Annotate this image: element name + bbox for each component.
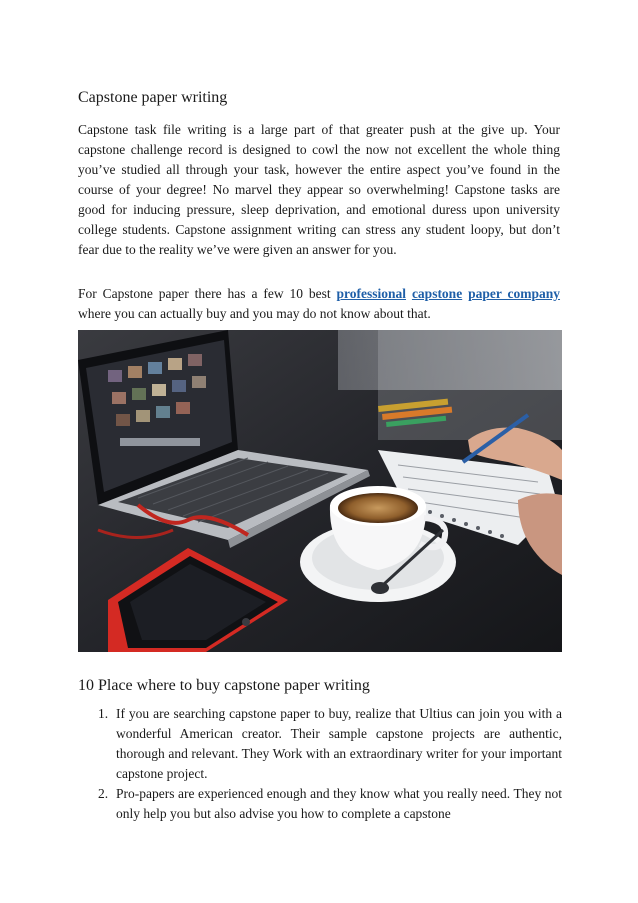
list-item-text: Pro-papers are experienced enough and they know what you really need. They not only help you but also advise you how to complete a capstone (116, 786, 562, 821)
workspace-photo-illustration (78, 330, 562, 652)
links-paragraph (78, 284, 560, 324)
section-title: Capstone paper writing (78, 89, 228, 106)
intro-paragraph: Capstone task file writing is a large part of that greater push at the give up. Your capstone challenge record is designed to cowl the now not excellent the whole thing you’ve studied all through your task, however the entire aspect you’ve found in the course of your degree! No marvel they appear so overwhelming! Capstone tasks are good for inducing pressure, sleep deprivation, and emotional duress upon university college students. Capstone assignment writing can stress any student loopy, but don’t fear due to the reality we’ve were given an answer for you. (78, 122, 560, 257)
list-item-text: If you are searching capstone paper to buy, realize that Ultius can join you with a wonderful American creator. Their sample capstone projects are authentic, thorough and relevant. They Work with an extraordinary writer for your important capstone project. (116, 706, 562, 781)
section2-title: 10 Place where to buy capstone paper writing (78, 677, 370, 694)
links-paragraph-start: For Capstone paper there has a few 10 best (78, 286, 337, 301)
list-item-number: 2. (98, 786, 109, 801)
list-item-number: 1. (98, 706, 109, 721)
link-capstone[interactable]: capstone (411, 286, 463, 301)
link-professional[interactable]: professional (336, 286, 407, 301)
workspace-photo (78, 330, 562, 652)
list-item (78, 704, 562, 784)
links-paragraph-end: where you can actually buy and you may do not know about that. (78, 306, 431, 321)
link-paper-company[interactable]: paper company (468, 286, 561, 301)
list-item (78, 784, 562, 824)
place-list (78, 704, 562, 824)
